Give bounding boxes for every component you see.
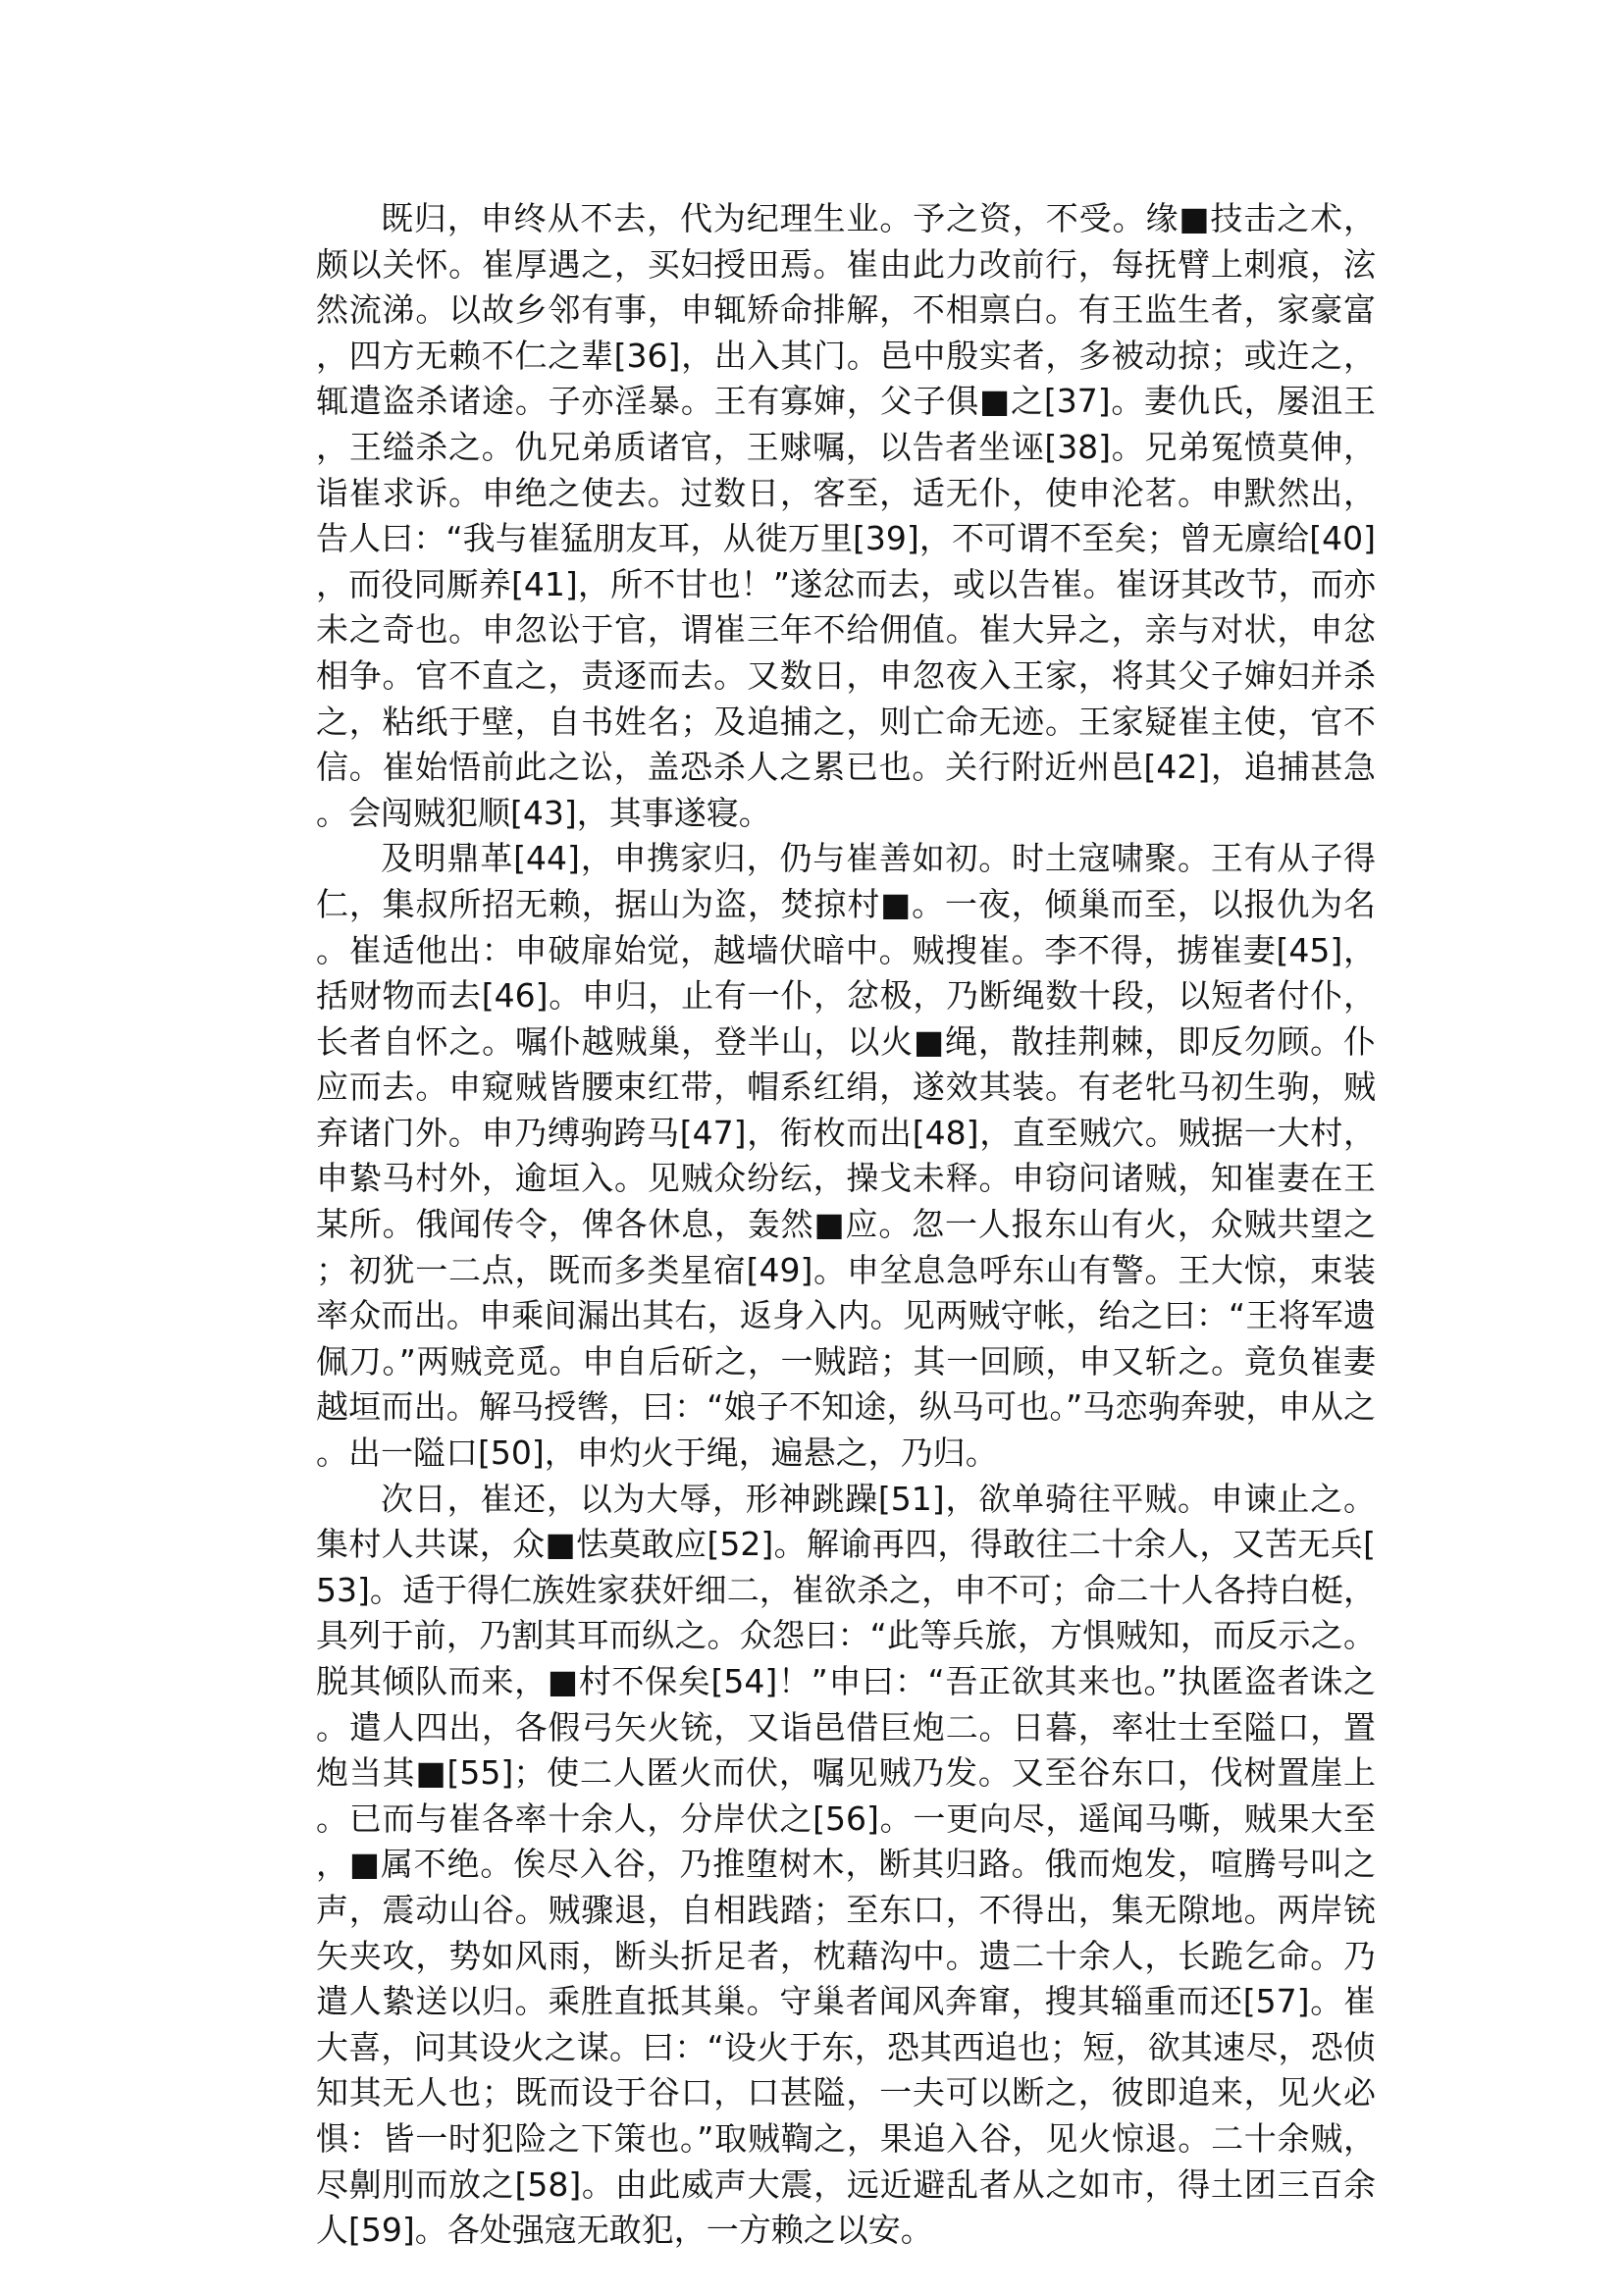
paragraph-3: 次日，崔还，以为大辱，形神跳躁[51]，欲单骑往平贼。申谏止之。集村人共谋，众■怯莫敢应[52]。解谕再四，得敢往二十余人，又苦无兵[53]。适于得仁族姓家获奸细二，崔欲杀之，申不可；命二十人各持白梃，具列于前，乃割其耳而纵之。众怨曰：“此等兵旅，方惧贼知，而反示之。脱其倾队而来，■村不保矣[54]！”申曰：“吾正欲其来也。”执匿盗者诛之。遣人四出，各假弓矢火铳，又诣邑借巨炮二。日暮，率壮士至隘口，置炮当其■[55]；使二人匿火而伏，嘱见贼乃发。又至谷东口，伐树置崖上。已而与崔各率十余人，分岸伏之[56]。一更向尽，遥闻马嘶，贼果大至，■属不绝。俟尽入谷，乃推堕树木，断其归路。俄而炮发，喧腾号叫之声，震动山谷。贼骤退，自相践踏；至东口，不得出，集无隙地。两岸铳矢夹攻，势如风雨，断头折足者，枕藉沟中。遗二十余人，长跪乞命。乃遣人絷送以归。乘胜直抵其巢。守巢者闻风奔窜，搜其辎重而还[57]。崔大喜，问其设火之谋。曰：“设火于东，恐其西追也；短，欲其速尽，恐侦知其无人也；既而设于谷口，口甚隘，一夫可以断之，彼即追来，见火必惧：皆一时犯险之下策也。”取贼鞫之，果追入谷，见火惊退。二十余贼，尽劓刖而放之[58]。由此威声大震，远近避乱者从之如市，得土团三百余人[59]。各处强寇无敢犯，一方赖之以安。 bbox=[316, 1479, 1376, 2250]
body-text bbox=[316, 196, 1376, 2254]
paragraph-1: 既归，申终从不去，代为纪理生业。予之资，不受。缘■技击之术，颇以关怀。崔厚遇之，买妇授田焉。崔由此力改前行，每抚臂上刺痕，泫然流涕。以故乡邻有事，申辄矫命排解，不相禀白。有王监生者，家豪富，四方无赖不仁之辈[36]，出入其门。邑中殷实者，多被动掠；或迕之，辄遣盗杀诸途。子亦淫暴。王有寡婶，父子俱■之[37]。妻仇氏，屡沮王，王缢杀之。仇兄弟质诸官，王赇嘱，以告者坐诬[38]。兄弟冤愤莫伸，诣崔求诉。申绝之使去。过数日，客至，适无仆，使申沦茗。申默然出，告人曰：“我与崔猛朋友耳，从徙万里[39]，不可谓不至矣；曾无廪给[40]，而役同厮养[41]，所不甘也！”遂忿而去，或以告崔。崔讶其改节，而亦未之奇也。申忽讼于官，谓崔三年不给佣值。崔大异之，亲与对状，申忿相争。官不直之，责逐而去。又数日，申忽夜入王家，将其父子婶妇并杀之，粘纸于壁，自书姓名；及追捕之，则亡命无迹。王家疑崔主使，官不信。崔始悟前此之讼，盖恐杀人之累已也。关行附近州邑[42]，追捕甚急。会闯贼犯顺[43]，其事遂寝。 bbox=[316, 199, 1376, 832]
paragraph-2: 及明鼎革[44]，申携家归，仍与崔善如初。时土寇啸聚。王有从子得仁，集叔所招无赖，据山为盗，焚掠村■。一夜，倾巢而至，以报仇为名。崔适他出：申破扉始觉，越墙伏暗中。贼搜崔。李不得，掳崔妻[45]，括财物而去[46]。申归，止有一仆，忿极，乃断绳数十段，以短者付仆，长者自怀之。嘱仆越贼巢，登半山，以火■绳，散挂荆棘，即反勿顾。仆应而去。申窥贼皆腰束红带，帽系红绢，遂效其装。有老牝马初生驹，贼弃诸门外。申乃缚驹跨马[47]，衔枚而出[48]，直至贼穴。贼据一大村，申絷马村外，逾垣入。见贼众纷纭，操戈未释。申窃问诸贼，知崔妻在王某所。俄闻传令，俾各休息，轰然■应。忽一人报东山有火，众贼共望之；初犹一二点，既而多类星宿[49]。申坌息急呼东山有警。王大惊，束装率众而出。申乘间漏出其右，返身入内。见两贼守帐，绐之曰：“王将军遗佩刀。”两贼竞觅。申自后斫之，一贼踣；其一回顾，申又斩之。竟负崔妻越垣而出。解马授辔，曰：“娘子不知途，纵马可也。”马恋驹奔驶，申从之。出一隘口[50]，申灼火于绳，遍悬之，乃归。 bbox=[316, 839, 1376, 1473]
